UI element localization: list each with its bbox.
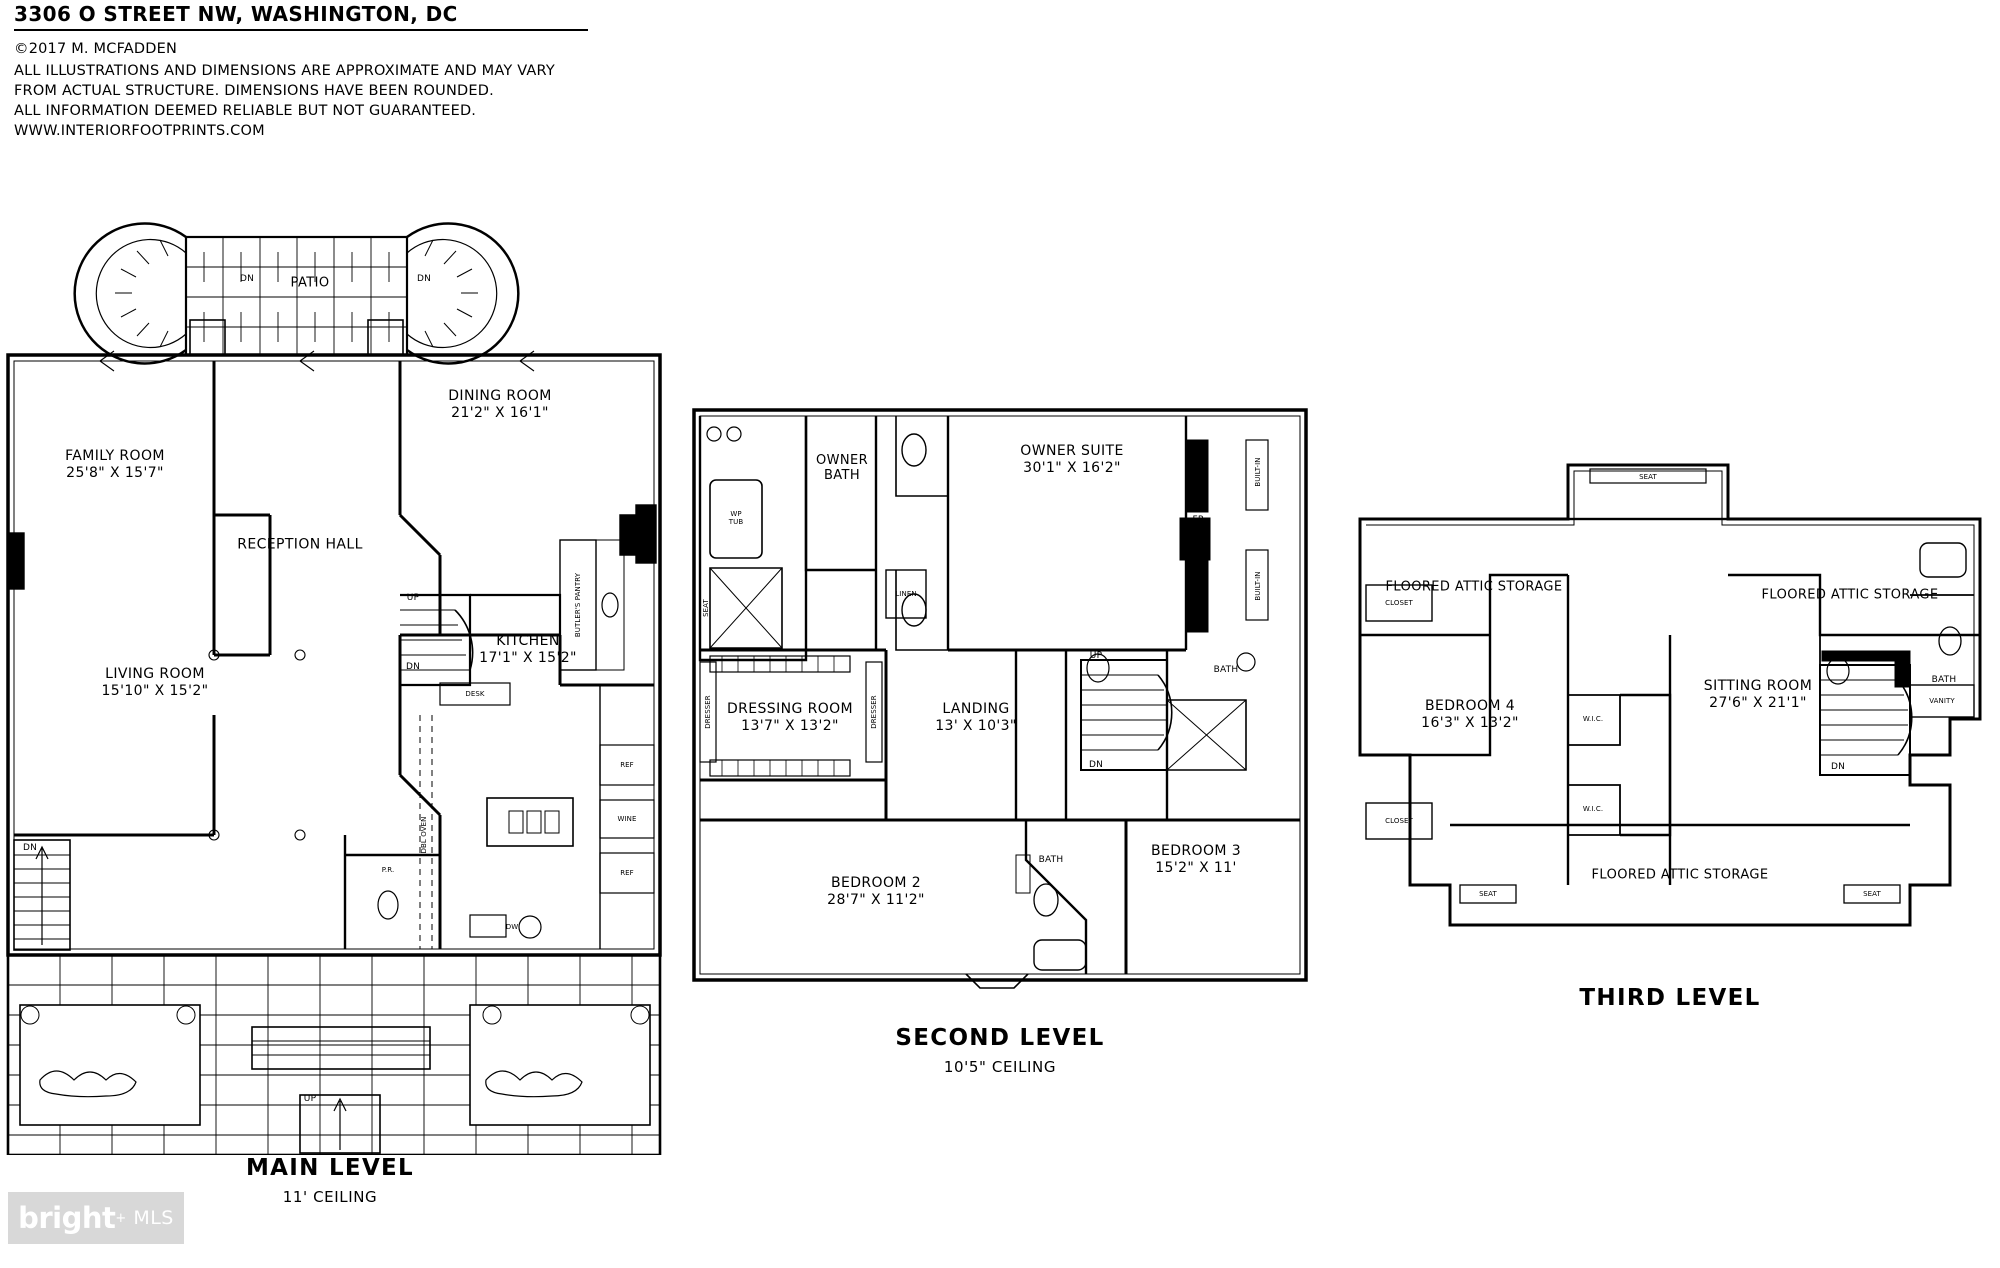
room-owner-bath: OWNER BATH [815, 453, 869, 483]
watermark-brand: bright [18, 1201, 116, 1235]
room-family: FAMILY ROOM 25'8" X 15'7" [65, 448, 165, 481]
label-closet-upper: CLOSET [1385, 599, 1413, 607]
label-main-dn-stair: DN [405, 662, 421, 672]
room-attic-storage-left: FLOORED ATTIC STORAGE [1385, 579, 1563, 595]
room-attic-storage-right: FLOORED ATTIC STORAGE [1761, 587, 1939, 603]
legal-line-4: WWW.INTERIORFOOTPRINTS.COM [14, 123, 265, 139]
label-wic-lower: W.I.C. [1582, 805, 1604, 813]
label-desk: DESK [465, 690, 485, 698]
third-level-floorplan [1350, 455, 1990, 975]
second-level-title: SECOND LEVEL [895, 1025, 1105, 1051]
label-bath-right: BATH [1213, 665, 1239, 675]
label-whirlpool-tub: WP TUB [728, 510, 744, 526]
label-ref-upper: REF [620, 761, 634, 769]
second-level-subtitle: 10'5" CEILING [943, 1058, 1057, 1076]
watermark-plus: + [115, 1210, 127, 1226]
label-second-fp: FP [1192, 515, 1204, 525]
title-block [14, 2, 734, 141]
label-linen: LINEN [895, 590, 917, 598]
label-main-up-front: UP [303, 1094, 317, 1104]
main-level-title: MAIN LEVEL [245, 1155, 415, 1181]
label-butlers-pantry: BUTLER'S PANTRY [574, 572, 582, 638]
page-title: 3306 O STREET NW, WASHINGTON, DC [14, 2, 588, 31]
third-level-title: THIRD LEVEL [1579, 985, 1761, 1011]
legal-line-3: ALL INFORMATION DEEMED RELIABLE BUT NOT GUARANTEED. [14, 103, 477, 119]
room-bedroom-4: BEDROOM 4 16'3" X 13'2" [1421, 698, 1519, 731]
label-third-bath: BATH [1931, 675, 1957, 685]
main-level-floorplan [0, 215, 680, 1155]
room-dressing: DRESSING ROOM 13'7" X 13'2" [726, 701, 854, 734]
watermark-suffix: MLS [133, 1207, 174, 1229]
label-closet-lower: CLOSET [1385, 817, 1413, 825]
label-third-dn: DN [1830, 762, 1846, 772]
label-bath-middle: BATH [1038, 855, 1064, 865]
room-landing: LANDING 13' X 10'3" [935, 701, 1017, 734]
label-dresser-left: DRESSER [704, 695, 712, 729]
label-main-dn-basement: DN [22, 843, 38, 853]
second-level-floorplan [686, 400, 1316, 1000]
room-owner-suite: OWNER SUITE 30'1" X 16'2" [1020, 443, 1124, 476]
label-seat-bottom-left: SEAT [1479, 890, 1497, 898]
label-seat-bottom-right: SEAT [1863, 890, 1881, 898]
room-patio: PATIO [290, 275, 330, 291]
room-reception-hall: RECEPTION HALL [237, 536, 363, 553]
legal-line-2: FROM ACTUAL STRUCTURE. DIMENSIONS HAVE BEEN ROUNDED. [14, 83, 494, 99]
room-bedroom-3: BEDROOM 3 15'2" X 11' [1150, 843, 1242, 876]
label-vanity: VANITY [1929, 697, 1955, 705]
label-second-up: UP [1089, 651, 1103, 661]
label-ref-lower: REF [620, 869, 634, 877]
legal-disclaimer [14, 61, 734, 141]
room-dining: DINING ROOM 21'2" X 16'1" [448, 388, 552, 421]
label-main-fp-right: FP [630, 530, 642, 540]
bright-mls-watermark [8, 1192, 184, 1244]
label-powder-room: P.R. [381, 866, 395, 874]
copyright-line: ©2017 M. MCFADDEN [14, 41, 178, 57]
label-seat-owner-bath: SEAT [702, 599, 710, 617]
label-main-dn-right: DN [416, 274, 432, 284]
second-level-drawing [686, 400, 1316, 1000]
label-built-in-lower: BUILT-IN [1254, 571, 1262, 601]
label-built-in-upper: BUILT-IN [1254, 457, 1262, 487]
label-main-fp-left: FP [13, 555, 23, 567]
room-kitchen: KITCHEN 17'1" X 15'2" [479, 633, 577, 666]
label-seat-top: SEAT [1639, 473, 1657, 481]
main-level-drawing [0, 215, 680, 1155]
label-second-dn: DN [1088, 760, 1104, 770]
room-attic-storage-bottom: FLOORED ATTIC STORAGE [1591, 867, 1769, 883]
main-level-subtitle: 11' CEILING [282, 1188, 378, 1206]
label-wine: WINE [617, 815, 637, 823]
label-dishwasher: DW [505, 923, 519, 931]
label-wic-upper: W.I.C. [1582, 715, 1604, 723]
legal-line-1: ALL ILLUSTRATIONS AND DIMENSIONS ARE APPROXIMATE AND MAY VARY [14, 63, 555, 79]
label-main-up: UP [406, 593, 420, 603]
label-main-dn-left: DN [239, 274, 255, 284]
third-level-drawing [1350, 455, 1990, 975]
room-living: LIVING ROOM 15'10" X 15'2" [101, 666, 209, 699]
label-dbl-oven: DBL OVEN [420, 816, 428, 854]
label-dresser-right: DRESSER [870, 695, 878, 729]
room-sitting: SITTING ROOM 27'6" X 21'1" [1703, 678, 1813, 711]
room-bedroom-2: BEDROOM 2 28'7" X 11'2" [827, 875, 925, 908]
